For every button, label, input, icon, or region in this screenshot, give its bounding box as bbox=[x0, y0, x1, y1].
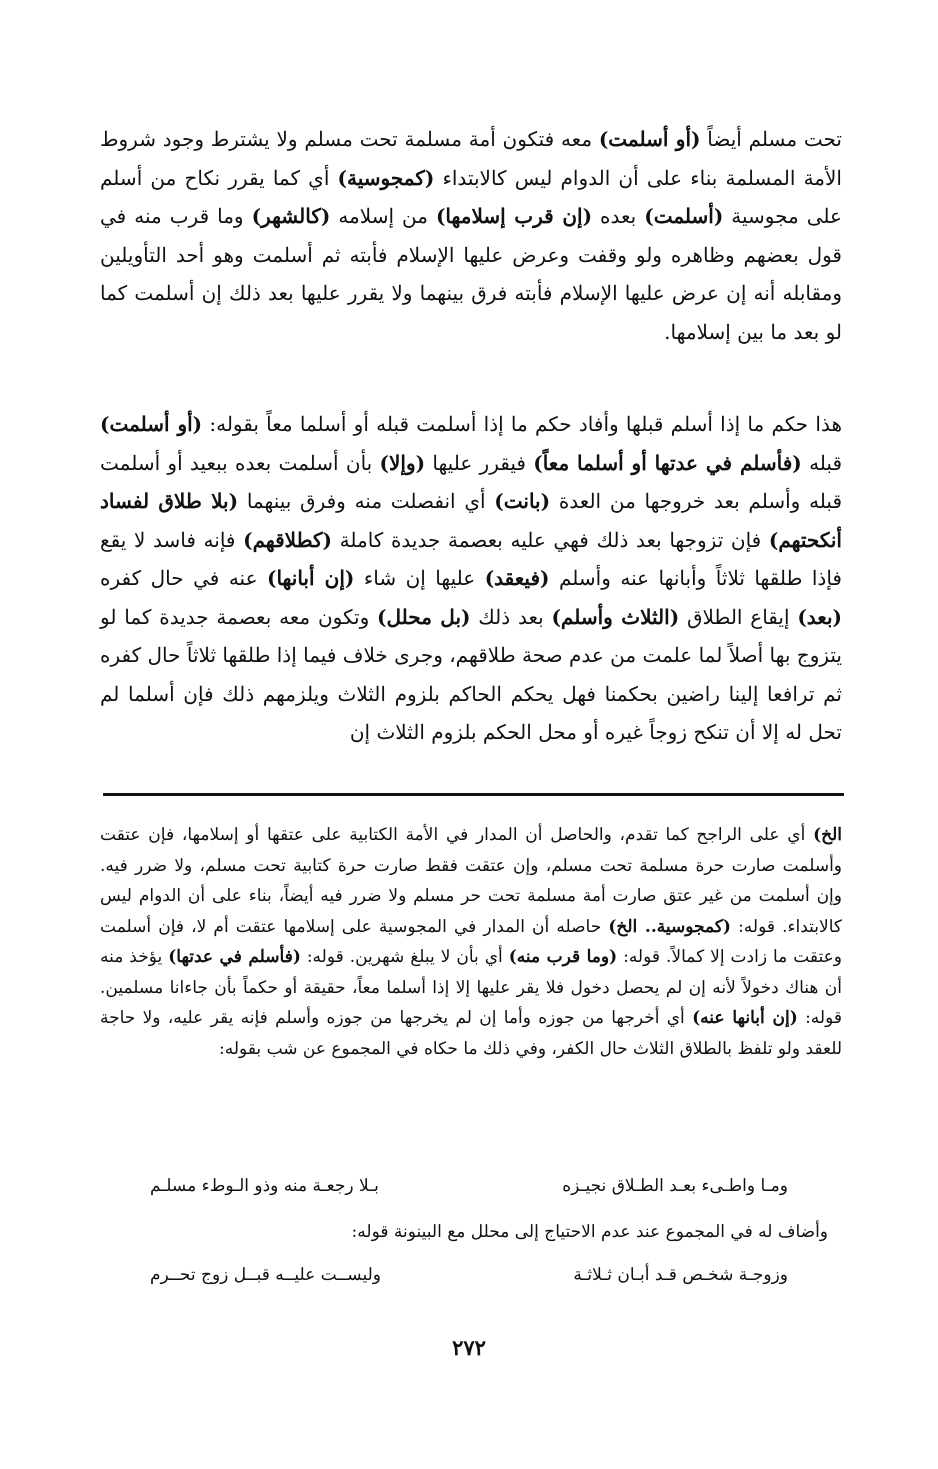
verse-1-first-half: ومـا واطـىء بعـد الطـلاق نجيـزه bbox=[562, 1176, 788, 1196]
text-run: فيقرر عليها bbox=[425, 450, 534, 475]
verse-2-second-half: وليســت عليــه قبــل زوج تحــرم bbox=[150, 1265, 381, 1285]
footnote-paragraph bbox=[100, 820, 842, 1064]
text-run: بعد ذلك bbox=[470, 604, 552, 629]
text-run: يؤخذ منه أن هناك دخولاً لأنه إن لم يحصل دخول فلا يقر عليها إلا إذا أسلما معاً، حقيقة أو حكماً بأن جاءانا مسلمين. قوله: bbox=[100, 947, 843, 1028]
bold-matn-phrase: (كمجوسية.. الخ) bbox=[608, 916, 731, 937]
bold-matn-phrase: (كمجوسية) bbox=[337, 165, 435, 190]
bold-matn-phrase: (إن أبانها عنه) bbox=[692, 1008, 798, 1028]
bold-matn-phrase: (أسلمت) bbox=[644, 204, 724, 228]
bold-matn-phrase: (إن قرب إسلامها) bbox=[435, 204, 593, 228]
text-run: أي بأن لا يبلغ شهرين. قوله: bbox=[300, 947, 509, 967]
text-run: إيقاع الطلاق bbox=[679, 604, 798, 629]
bold-matn-phrase: (وما قرب منه) bbox=[508, 947, 618, 967]
verse-2-first-half: وزوجـة شخـص قـد أبـان ثـلاثـة bbox=[573, 1265, 788, 1285]
main-paragraph-2 bbox=[100, 405, 842, 752]
text-run: معه فتكون أمة مسلمة تحت مسلم ولا يشترط وجود شروط الأمة المسلمة بناء على أن الدوام ليس كالابتداء bbox=[100, 127, 842, 190]
bold-matn-phrase: (أو أسلمت) bbox=[100, 412, 203, 436]
text-run: هذا حكم ما إذا أسلم قبلها وأفاد حكم ما إذا أسلمت قبله أو أسلما معاً بقوله: bbox=[202, 412, 842, 436]
bold-matn-phrase: (كالشهر) bbox=[251, 204, 331, 228]
text-run: بعده bbox=[592, 204, 645, 228]
bold-matn-phrase: الخ) bbox=[813, 825, 842, 845]
bold-matn-phrase: (وإلا) bbox=[379, 450, 426, 475]
footnote-line-after-verse: وأضاف له في المجموع عند عدم الاحتياج إلى محلل مع البينونة قوله: bbox=[351, 1222, 828, 1242]
text-run: فإنه فاسد لا يقع فإذا طلقها ثلاثاً وأبانها عنه وأسلم bbox=[100, 527, 842, 590]
text-run: أي كما يقرر نكاح من أسلم على مجوسية bbox=[100, 165, 842, 228]
bold-matn-phrase: (بعد) bbox=[797, 604, 842, 629]
bold-matn-phrase: (فأسلم في عدتها أو أسلما معاً) bbox=[533, 450, 802, 475]
text-run: وما قرب منه في قول بعضهم وظاهره ولو وقفت وعرض عليها الإسلام فأبته ثم أسلمت وهو أحد التأويلين ومقابله أنه إن عرض عليها الإسلام فأبته فرق بينهما ولا يقرر عليها بعد ذلك إن أسلمت كما لو بعد ما بين إسلامها. bbox=[100, 204, 842, 344]
bold-matn-phrase: (بانت) bbox=[494, 489, 551, 513]
text-run: أي على الراجح كما تقدم، والحاصل أن المدار في الأمة الكتابية على عتقها أو إسلامها، فإن عتقت وأسلمت صارت حرة مسلمة تحت مسلم، وإن عتقت فقط صارت حرة كتابية تحت مسلم، ولا ضرر فيه. وإن أسلمت من غير عتق صارت أمة مسلمة تحت حر مسلم ولا ضرر فيه أيضاً، بناء على أن الدوام ليس كالابتداء. قوله: bbox=[100, 825, 842, 937]
bold-matn-phrase: (فأسلم في عدتها) bbox=[168, 947, 301, 967]
bold-matn-phrase: (بلا طلاق لفساد أنكحتهم) bbox=[100, 489, 842, 552]
text-run: قبله bbox=[801, 450, 843, 475]
text-run: من إسلامه bbox=[330, 204, 436, 228]
footnote-verse-2 bbox=[150, 1265, 788, 1297]
bold-matn-phrase: (أو أسلمت) bbox=[598, 127, 701, 151]
footnote-divider bbox=[103, 793, 844, 796]
text-run: حاصله أن المدار في المجوسية على إسلامها عتقت أم لا، فإن أسلمت وعتقت ما زادت إلا كمالاً. قوله: bbox=[100, 916, 843, 967]
text-run: أي أخرجها من جوزه وأما إن لم يخرجها من جوزه وأسلم فإنه يقر عليه، ولا حاجة للعقد ولو تلفظ بالطلاق الثلاث حال الكفر، وفي ذلك ما حكاه في المجموع عن شب بقوله: bbox=[100, 1008, 842, 1059]
text-run: بأن أسلمت بعده ببعيد أو أسلمت قبله وأسلم بعد خروجها من العدة bbox=[100, 450, 843, 513]
bold-matn-phrase: (بل محلل) bbox=[377, 604, 471, 629]
verse-1-second-half: بـلا رجعـة منه وذو الـوطء مسلـم bbox=[150, 1176, 379, 1196]
text-run: تحت مسلم أيضاً bbox=[700, 127, 842, 151]
text-run: عليها إن شاء bbox=[354, 566, 485, 590]
text-run: وتكون معه بعصمة جديدة كما لو يتزوج بها أصلاً لما علمت من عدم صحة طلاقهم، وجرى خلاف فيما إذا طلقها ثلاثاً حال كفره ثم ترافعا إلينا راضين بحكمنا فهل يحكم الحاكم بلزوم الثلاث ويلزمهم ذلك فإن أسلما لم تحل له إلا أن تنكح زوجاً غيره أو محل الحكم بلزوم الثلاث إن bbox=[100, 604, 842, 744]
footnote-verse-1 bbox=[150, 1176, 788, 1208]
bold-matn-phrase: (فيعقد) bbox=[484, 566, 550, 590]
text-run: أي انفصلت منه وفرق بينهما bbox=[238, 489, 495, 513]
bold-matn-phrase: (الثلاث وأسلم) bbox=[551, 604, 680, 629]
main-paragraph-1 bbox=[100, 120, 842, 351]
text-run: فإن تزوجها بعد ذلك فهي عليه بعصمة جديدة كاملة bbox=[332, 527, 769, 552]
bold-matn-phrase: (كطلاقهم) bbox=[243, 527, 333, 552]
bold-matn-phrase: (إن أبانها) bbox=[267, 566, 355, 590]
text-run: عنه في حال كفره bbox=[100, 566, 267, 590]
page-number: ٢٧٢ bbox=[452, 1335, 486, 1360]
